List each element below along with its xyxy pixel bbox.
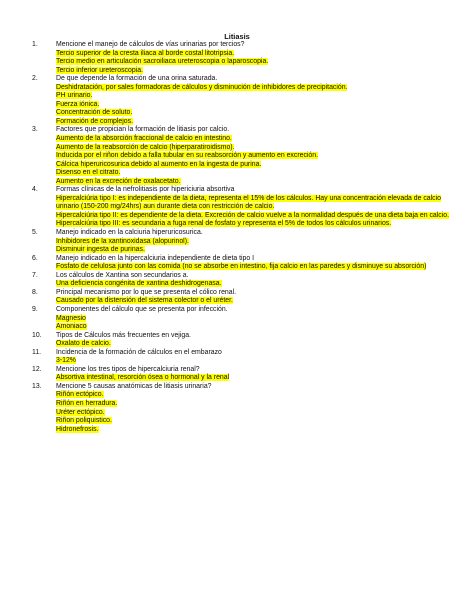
question-text: Mencione los tres tipos de hipercalciuria renal? [56, 365, 200, 373]
answer-line [32, 101, 452, 110]
answer-line [32, 391, 452, 400]
highlighted-answer: Hipercalciúria tipo III: es secundaria a fuga renal de fosfato y representa el 5% de todos los cálculos urinarios. [56, 220, 392, 228]
question-number: 7. [32, 271, 38, 279]
highlighted-answer: Riñón ectópico. [56, 391, 104, 399]
question-text: Mencione el manejo de cálculos de vías urinarias por tercios? [56, 41, 245, 48]
question-4 [32, 186, 452, 195]
answer-line [32, 220, 452, 229]
question-1 [32, 41, 452, 50]
highlighted-answer: Riñón en herradura. [56, 399, 118, 407]
question-number: 8. [32, 288, 38, 296]
question-10 [32, 332, 452, 341]
highlighted-answer: Concentración de soluto. [56, 109, 133, 117]
question-text: Incidencia de la formación de cálculos en el embarazo [56, 348, 222, 356]
answer-line [32, 280, 452, 289]
highlighted-answer: Deshidratación, por sales formadoras de cálculos y disminución de inhibidores de precipitación. [56, 83, 348, 91]
answer-line [32, 409, 452, 418]
answer-line [32, 426, 452, 435]
question-12 [32, 366, 452, 375]
highlighted-answer: Hipercalciúria tipo II: es dependiente de la dieta. Excreción de calcio vuelve a la normalidad después de una dieta baja en calcio. [56, 211, 450, 219]
highlighted-answer: Magnesio [56, 314, 86, 322]
question-number: 1. [32, 41, 38, 48]
answer-line [32, 118, 452, 127]
highlighted-answer: Riñon poliquistico. [56, 417, 112, 425]
question-text: Factores que propician la formación de litiasis por calcio. [56, 126, 230, 134]
highlighted-answer: Uréter ectópico. [56, 408, 105, 416]
question-number: 9. [32, 305, 38, 313]
question-text: De que depende la formación de una orina saturada. [56, 75, 218, 83]
answer-line [32, 84, 452, 93]
highlighted-answer: Inducida por el riñon debido a falla tubular en su reabsorción y aumento en excreción. [56, 152, 319, 160]
highlighted-answer: Una deficiencia congénita de xantina deshidrogenasa. [56, 280, 222, 288]
answer-line [32, 417, 452, 426]
question-number: 10. [32, 331, 42, 339]
highlighted-answer: Tercio superior de la cresta iliaca al borde costal litotripsia. [56, 49, 235, 57]
answer-line [32, 67, 452, 76]
answer-line [32, 58, 452, 67]
question-text: Los cálculos de Xantina son secundarios a. [56, 271, 189, 279]
question-2 [32, 75, 452, 84]
highlighted-answer: Formación de complejos. [56, 117, 133, 125]
question-13 [32, 383, 452, 392]
answer-line [32, 135, 452, 144]
highlighted-answer: Hipercalciúria tipo I: es independiente de la dieta, representa el 15% de los cálculos. Hay una concentración elevada de calcio urinario (150-200 mg/24hrs) aun durante dieta con restricción de calcio. [56, 194, 441, 211]
answer-line [32, 323, 452, 332]
answer-line [32, 152, 452, 161]
highlighted-answer: Cálcica hiperuricosurica debido al aumento en la ingesta de purina. [56, 160, 262, 168]
question-text: Manejo indicado en la hipercalciuria independiente de dieta tipo I [56, 254, 255, 262]
answer-line [32, 169, 452, 178]
answer-line [32, 315, 452, 324]
question-11 [32, 349, 452, 358]
highlighted-answer: Absortiva intestinal, resorción ósea o hormonal y la renal [56, 374, 230, 382]
highlighted-answer: Inhibidores de la xantinoxidasa (alopurinol). [56, 237, 189, 245]
highlighted-answer: 3-12% [56, 357, 76, 365]
highlighted-answer: Disminuir ingesta de purinas. [56, 246, 145, 254]
answer-line [32, 178, 452, 187]
answer-line [32, 92, 452, 101]
highlighted-answer: Fosfato de celulosa junto con las comida (no se absorbe en intestino, fija calcio en las paredes y disminuye su absorción) [56, 263, 427, 271]
answer-line [32, 263, 452, 272]
question-text: Tipos de Cálculos más frecuentes en vejiga. [56, 331, 191, 339]
answer-line [32, 195, 452, 212]
answer-line [32, 212, 452, 221]
answer-line [32, 374, 452, 383]
answer-line [32, 161, 452, 170]
answer-line [32, 238, 452, 247]
highlighted-answer: Oxalato de calcio. [56, 340, 111, 348]
answer-line [32, 400, 452, 409]
answer-line [32, 357, 452, 366]
highlighted-answer: Aumento en la excreción de oxalacetato. [56, 177, 181, 185]
question-number: 12. [32, 365, 42, 373]
answer-line [32, 109, 452, 118]
question-number: 13. [32, 382, 42, 390]
question-5 [32, 229, 452, 238]
question-9 [32, 306, 452, 315]
question-number: 3. [32, 126, 38, 134]
question-text: Manejo indicado en la calciuria hiperuricosurica. [56, 229, 203, 237]
highlighted-answer: Disenso en el citrato. [56, 169, 121, 177]
question-text: Mencione 5 causas anatómicas de litiasis urinaria? [56, 382, 212, 390]
question-number: 4. [32, 186, 38, 194]
document-title: Litiasis [224, 32, 250, 41]
question-text: Principal mecanismo por lo que se presenta el cólico renal. [56, 288, 237, 296]
answer-line [32, 144, 452, 153]
question-list [32, 41, 452, 434]
answer-line [32, 297, 452, 306]
highlighted-answer: Aumento de la reabsorción de calcio (hiperparatiroidismo). [56, 143, 235, 151]
highlighted-answer: Fuerza iónica. [56, 100, 100, 108]
answer-line [32, 50, 452, 59]
question-number: 5. [32, 229, 38, 237]
highlighted-answer: Amoniaco [56, 323, 87, 331]
highlighted-answer: Causado por la distensión del sistema colector o el uréter. [56, 297, 233, 305]
highlighted-answer: Hidronefrosis. [56, 425, 99, 433]
question-6 [32, 255, 452, 264]
answer-line [32, 340, 452, 349]
question-number: 2. [32, 75, 38, 83]
question-number: 11. [32, 348, 42, 356]
highlighted-answer: Tercio medio en articulación sacroiliaca ureteroscopia o laparoscopia. [56, 58, 269, 66]
answer-line [32, 246, 452, 255]
question-number: 6. [32, 254, 38, 262]
question-3 [32, 126, 452, 135]
question-7 [32, 272, 452, 281]
highlighted-answer: Aumento de la absorción fraccional de calcio en intestino. [56, 135, 232, 143]
highlighted-answer: PH urinario. [56, 92, 93, 100]
question-text: Componentes del cálculo que se presenta por infección. [56, 305, 228, 313]
question-text: Formas clínicas de la nefrolitiasis por hipericiuria absortiva [56, 186, 235, 194]
question-8 [32, 289, 452, 298]
highlighted-answer: Tercio inferior ureteroscopia. [56, 66, 143, 74]
